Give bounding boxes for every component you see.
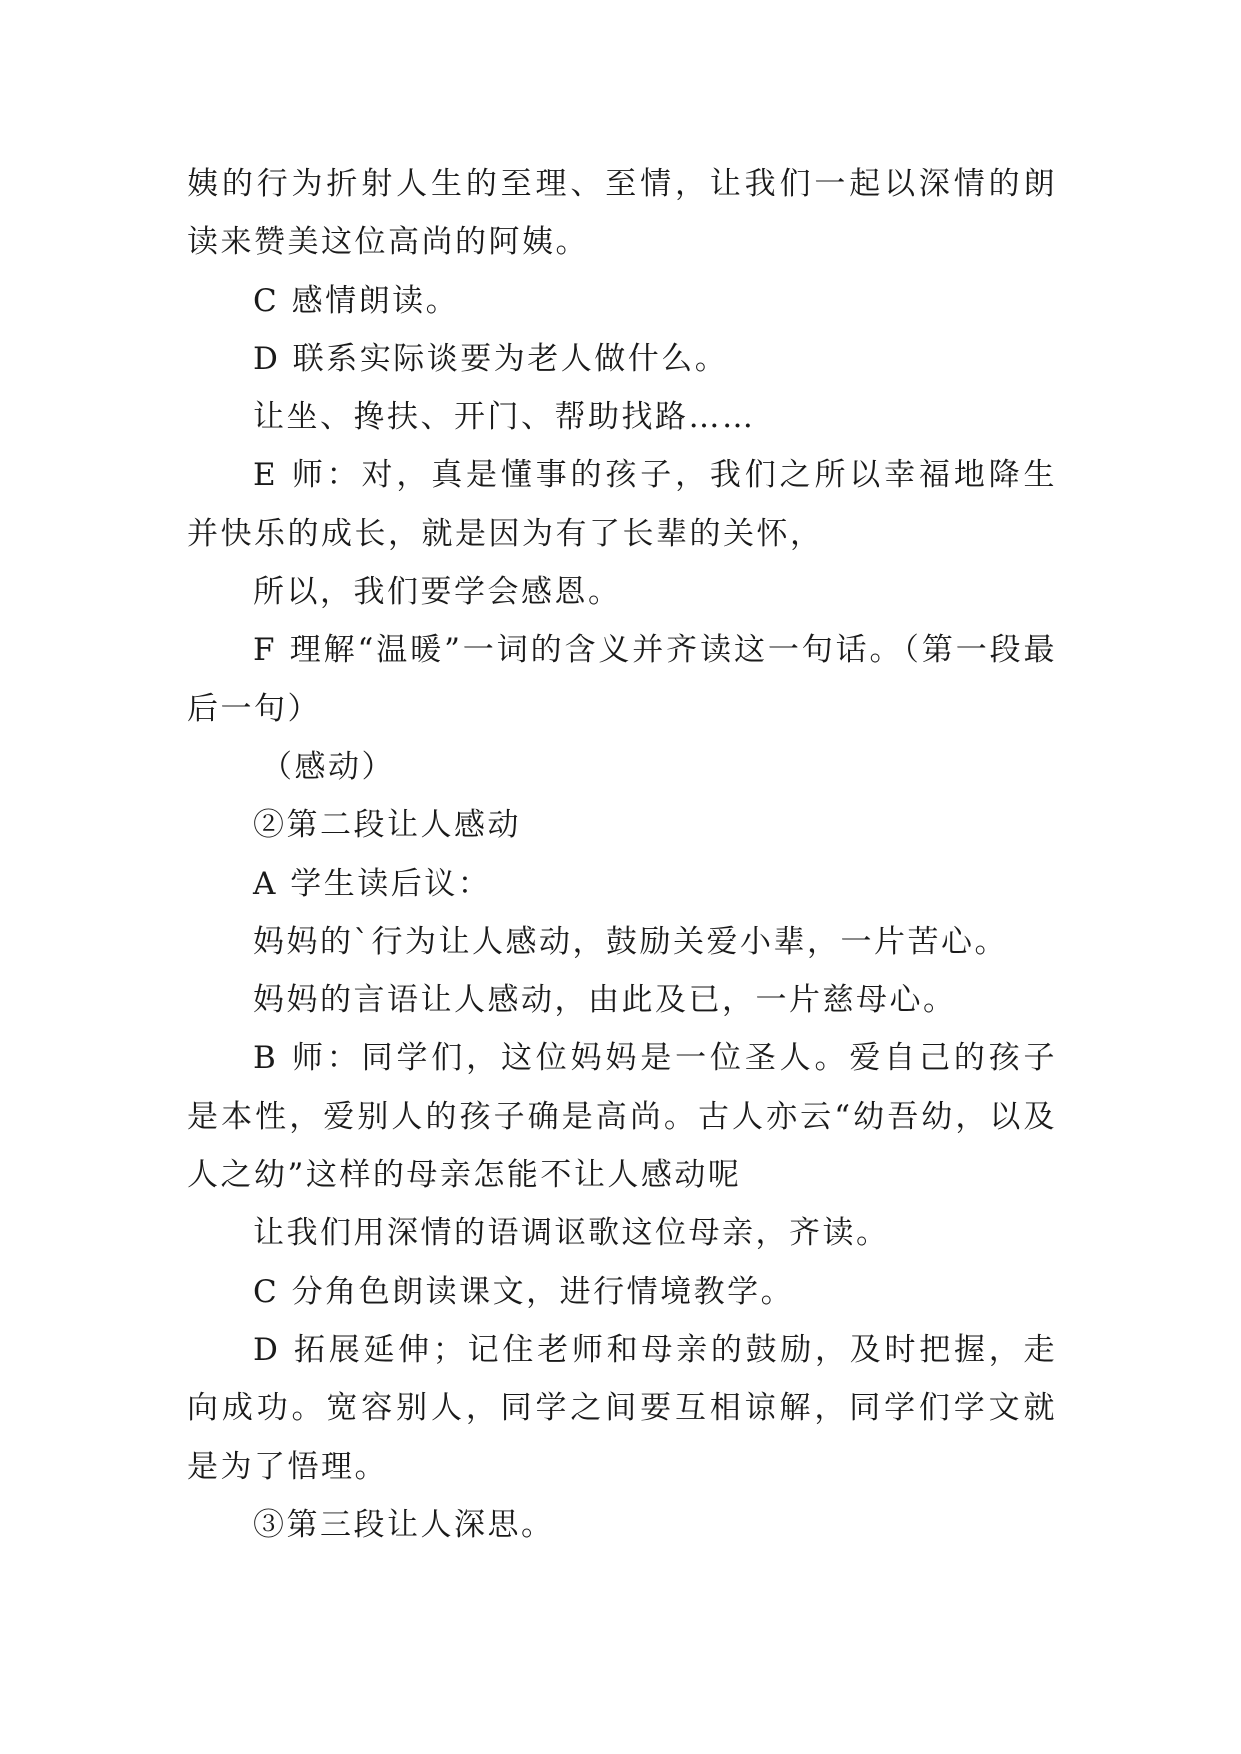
- paragraph: D 联系实际谈要为老人做什么。: [253, 340, 729, 377]
- paragraph: 妈妈的言语让人感动，由此及已，一片慈母心。: [253, 982, 957, 1019]
- paragraph: 让坐、搀扶、开门、帮助找路……: [253, 399, 756, 436]
- paragraph: D 拓展延伸；记住老师和母亲的鼓励，及时把握，走向成功。宽容别人，同学之间要互相谅解，同学们学文就是为了悟理。: [187, 1331, 1057, 1485]
- paragraph: E 师：对，真是懂事的孩子，我们之所以幸福地降生并快乐的成长，就是因为有了长辈的关怀，: [187, 457, 1057, 552]
- paragraph: ③第三段让人深思。: [253, 1506, 555, 1543]
- paragraph: 妈妈的`行为让人感动，鼓励关爱小辈，一片苦心。: [253, 923, 1008, 960]
- paragraph: 姨的行为折射人生的至理、至情，让我们一起以深情的朗读来赞美这位高尚的阿姨。: [187, 166, 1057, 261]
- paragraph: （感动）: [261, 748, 395, 785]
- paragraph: 让我们用深情的语调讴歌这位母亲，齐读。: [253, 1215, 890, 1252]
- paragraph: C 分角色朗读课文，进行情境教学。: [253, 1273, 795, 1310]
- paragraph: C 感情朗读。: [253, 282, 460, 319]
- document-body: [187, 155, 1057, 1554]
- paragraph: A 学生读后议：: [253, 865, 492, 902]
- paragraph: F 理解“温暖”一词的含义并齐读这一句话。（第一段最后一句）: [187, 632, 1057, 727]
- paragraph: 所以，我们要学会感恩。: [253, 574, 622, 611]
- paragraph: ②第二段让人感动: [253, 807, 521, 844]
- paragraph: B 师：同学们，这位妈妈是一位圣人。爱自己的孩子是本性，爱别人的孩子确是高尚。古人亦云“幼吾幼，以及人之幼”这样的母亲怎能不让人感动呢: [187, 1040, 1057, 1194]
